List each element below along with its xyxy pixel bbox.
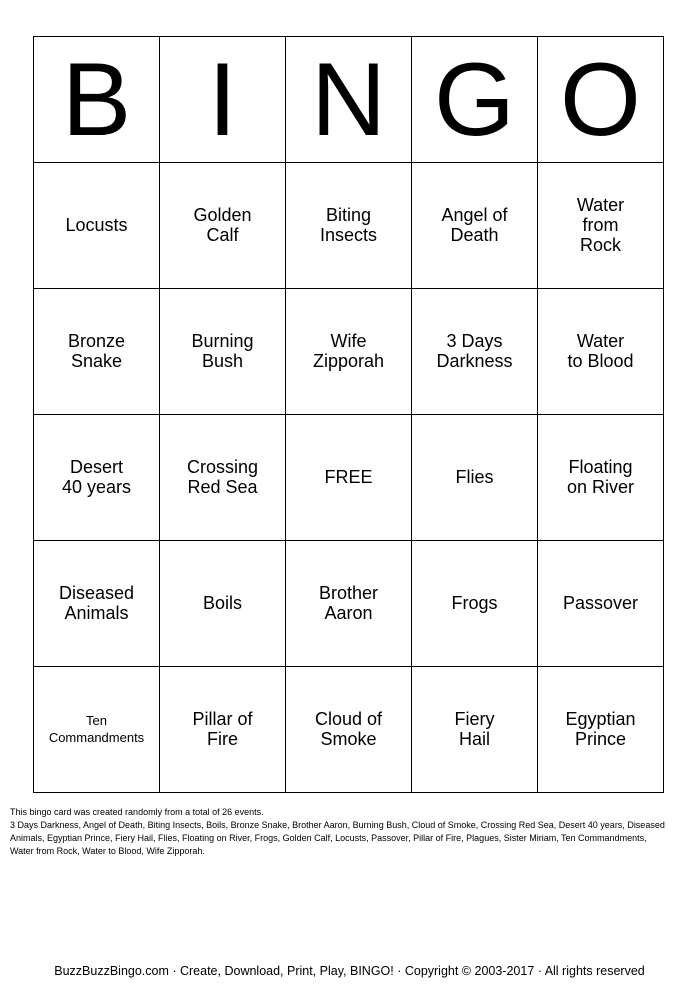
card-cell: [34, 667, 160, 793]
free-space-cell: [286, 415, 412, 541]
cell-label: Water from Rock: [576, 195, 625, 255]
header-letter-o: O: [538, 37, 664, 163]
footer-copyright: BuzzBuzzBingo.com · Create, Download, Print, Play, BINGO! · Copyright © 2003-2017 · All rights reserved: [54, 964, 645, 978]
card-cell: [160, 163, 286, 289]
card-row: [34, 415, 664, 541]
card-cell: [412, 415, 538, 541]
cell-label: 3 Days Darkness: [436, 331, 513, 371]
card-cell: [286, 667, 412, 793]
card-note: [10, 806, 670, 858]
note-event-list: 3 Days Darkness, Angel of Death, Biting Insects, Boils, Bronze Snake, Brother Aaron, Burning Bush, Cloud of Smoke, Crossing Red Sea, Desert 40 years, Diseased Animals, Egyptian Prince, Fiery Hail, Flies, Floating on River, Frogs, Golden Calf, Locusts, Passover, Pillar of Fire, Plagues, Sister Miriam, Ten Commandments, Water from Rock, Water to Blood, Wife Zipporah.: [10, 820, 665, 856]
card-cell: [160, 415, 286, 541]
card-cell: [538, 541, 664, 667]
free-space-label: FREE: [324, 467, 373, 487]
cell-label: Biting Insects: [319, 205, 378, 245]
cell-label: Brother Aaron: [318, 583, 379, 623]
card-cell: [34, 163, 160, 289]
cell-label: Fiery Hail: [454, 709, 495, 749]
cell-label: Floating on River: [566, 457, 635, 497]
cell-label: Egyptian Prince: [565, 709, 636, 749]
card-cell: [160, 289, 286, 415]
card-cell: [538, 415, 664, 541]
card-cell: [412, 667, 538, 793]
cell-label: Frogs: [451, 593, 498, 613]
cell-label: Flies: [455, 467, 494, 487]
note-summary: This bingo card was created randomly from a total of 26 events.: [10, 807, 264, 817]
cell-label: Water to Blood: [567, 331, 634, 371]
card-cell: [160, 541, 286, 667]
card-cell: [538, 289, 664, 415]
card-row: [34, 289, 664, 415]
card-row: [34, 163, 664, 289]
cell-label: Ten Commandments: [48, 713, 145, 745]
card-cell: [412, 289, 538, 415]
cell-label: Desert 40 years: [61, 457, 132, 497]
card-cell: [286, 163, 412, 289]
cell-label: Diseased Animals: [58, 583, 135, 623]
cell-label: Cloud of Smoke: [314, 709, 383, 749]
cell-label: Crossing Red Sea: [186, 457, 259, 497]
card-cell: [34, 289, 160, 415]
card-cell: [160, 667, 286, 793]
card-row: [34, 541, 664, 667]
card-cell: [34, 541, 160, 667]
card-cell: [412, 541, 538, 667]
bingo-card: [33, 36, 664, 793]
cell-label: Locusts: [65, 215, 128, 235]
card-cell: [412, 163, 538, 289]
card-cell: [34, 415, 160, 541]
header-letter-b: B: [34, 37, 160, 163]
header-letter-g: G: [412, 37, 538, 163]
card-cell: [286, 541, 412, 667]
cell-label: Boils: [202, 593, 242, 613]
cell-label: Angel of Death: [441, 205, 508, 245]
card-cell: [538, 163, 664, 289]
cell-label: Bronze Snake: [67, 331, 126, 371]
header-row: [34, 37, 664, 163]
card-row: [34, 667, 664, 793]
header-letter-n: N: [286, 37, 412, 163]
cell-label: Wife Zipporah: [312, 331, 385, 371]
cell-label: Burning Bush: [191, 331, 254, 371]
card-cell: [538, 667, 664, 793]
cell-label: Golden Calf: [193, 205, 252, 245]
cell-label: Passover: [562, 593, 639, 613]
cell-label: Pillar of Fire: [192, 709, 253, 749]
card-cell: [286, 289, 412, 415]
header-letter-i: I: [160, 37, 286, 163]
